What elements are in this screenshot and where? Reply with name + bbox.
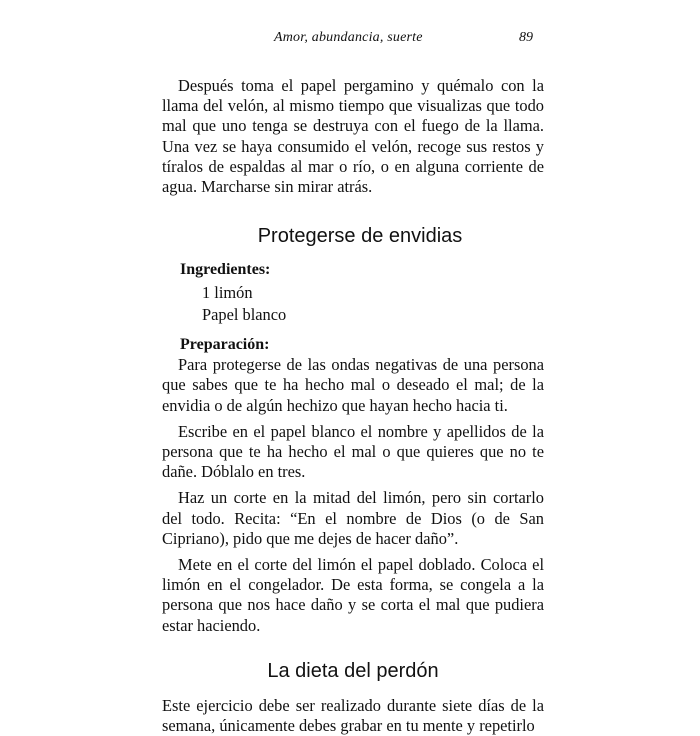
page-number: 89 [519,30,533,45]
ingredient-item: Papel blanco [202,305,287,325]
preparation-heading: Preparación: [180,336,270,354]
perdon-paragraph: Este ejercicio debe ser realizado durante siete días de la semana, únicamente debes grabar en tu mente y repetirlo [162,695,544,736]
preparation-steps [162,355,544,636]
ingredient-item: 1 limón [202,283,253,303]
preparation-paragraph: Escribe en el papel blanco el nombre y apellidos de la persona que te ha hecho el mal o que quieres que no te dañe. Dóblalo en tres. [162,421,544,482]
page-body [162,76,544,736]
preparation-paragraph: Para protegerse de las ondas negativas de una persona que sabes que te ha hecho mal o deseado el mal; de la envidia o de algún hechizo que hayan hecho hacia ti. [162,355,544,415]
running-head [0,30,700,54]
section-la-dieta-del-perdon [162,658,544,736]
running-title: Amor, abundancia, suerte [274,30,423,45]
section-protegerse-de-envidias [162,223,544,636]
section-title: Protegerse de envidias [257,225,463,248]
intro-paragraph: Después toma el papel pergamino y quémalo con la llama del velón, al mismo tiempo que visualizas que todo mal que uno tenga se destruya con el fuego de la llama. Una vez se haya consumido el velón, recoge sus restos y tíralos de espaldas al mar o río, o en alguna corriente de agua. Marcharse sin mirar atrás. [162,76,544,197]
preparation-paragraph: Haz un corte en la mitad del limón, pero sin cortarlo del todo. Recita: “En el nombre de Dios (o de San Cipriano), pido que me dejes de hacer daño”. [162,488,544,548]
section-title: La dieta del perdón [267,659,439,682]
ingredients-heading: Ingredientes: [180,261,271,279]
ingredients-list [162,282,544,326]
preparation-paragraph: Mete en el corte del limón el papel doblado. Coloca el limón en el congelador. De esta forma, se congela a la persona que nos hace daño y se corta el mal que pudiera estar haciendo. [162,555,544,635]
